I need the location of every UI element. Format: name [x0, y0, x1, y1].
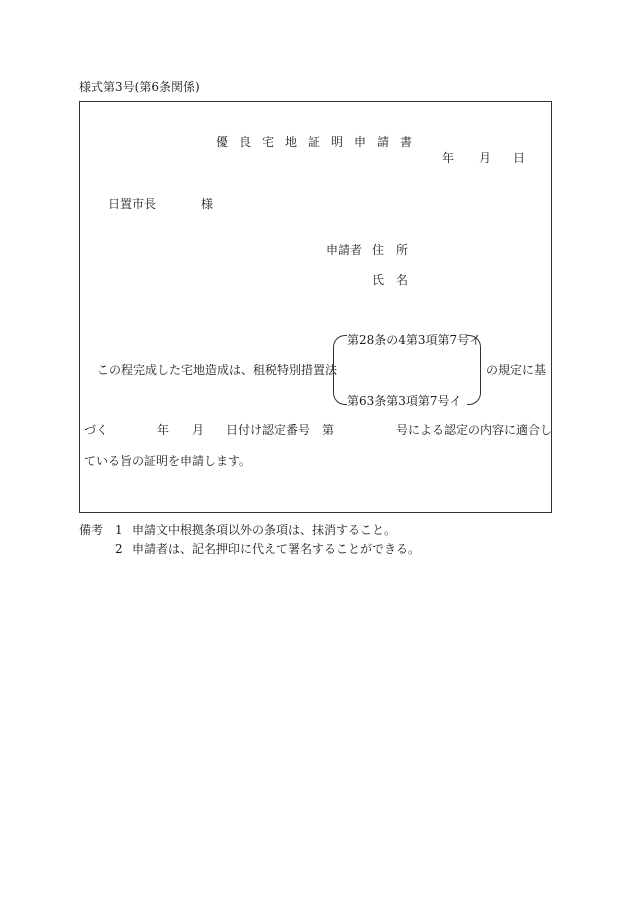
body-line2-start: づく [84, 423, 109, 437]
addressee-honorific: 様 [201, 197, 214, 211]
applicant-address-label: 住 所 [372, 243, 409, 257]
note-1-number: 1 [115, 523, 123, 537]
note-2-number: 2 [115, 542, 123, 556]
body-line1-suffix: の規定に基 [486, 363, 547, 377]
body-line2-mid: 日付け認定番号 第 [226, 423, 335, 437]
form-title: 優良宅地証明申請書 [216, 135, 424, 149]
option-top: 第28条の4第3項第7号イ [347, 333, 482, 347]
body-line2-month: 月 [192, 423, 205, 437]
date-year: 年 [442, 151, 455, 165]
body-line3: ている旨の証明を申請します。 [84, 454, 252, 468]
applicant-role: 申請者 [326, 243, 363, 257]
notes-label: 備考 [79, 523, 104, 537]
option-bottom: 第63条第3項第7号イ [347, 394, 462, 408]
note-2-text: 申請者は、記名押印に代えて署名することができる。 [132, 542, 421, 556]
body-line1-prefix: この程完成した宅地造成は、租税特別措置法 [97, 363, 338, 377]
note-1-text: 申請文中根拠条項以外の条項は、抹消すること。 [132, 523, 397, 537]
applicant-name-label: 氏 名 [372, 273, 409, 287]
form-number: 様式第3号(第6条関係) [79, 80, 200, 94]
date-month: 月 [479, 151, 492, 165]
addressee-name: 日置市長 [108, 197, 157, 211]
date-day: 日 [513, 151, 526, 165]
body-line2-year: 年 [157, 423, 170, 437]
body-line2-end: 号による認定の内容に適合し [396, 423, 553, 437]
